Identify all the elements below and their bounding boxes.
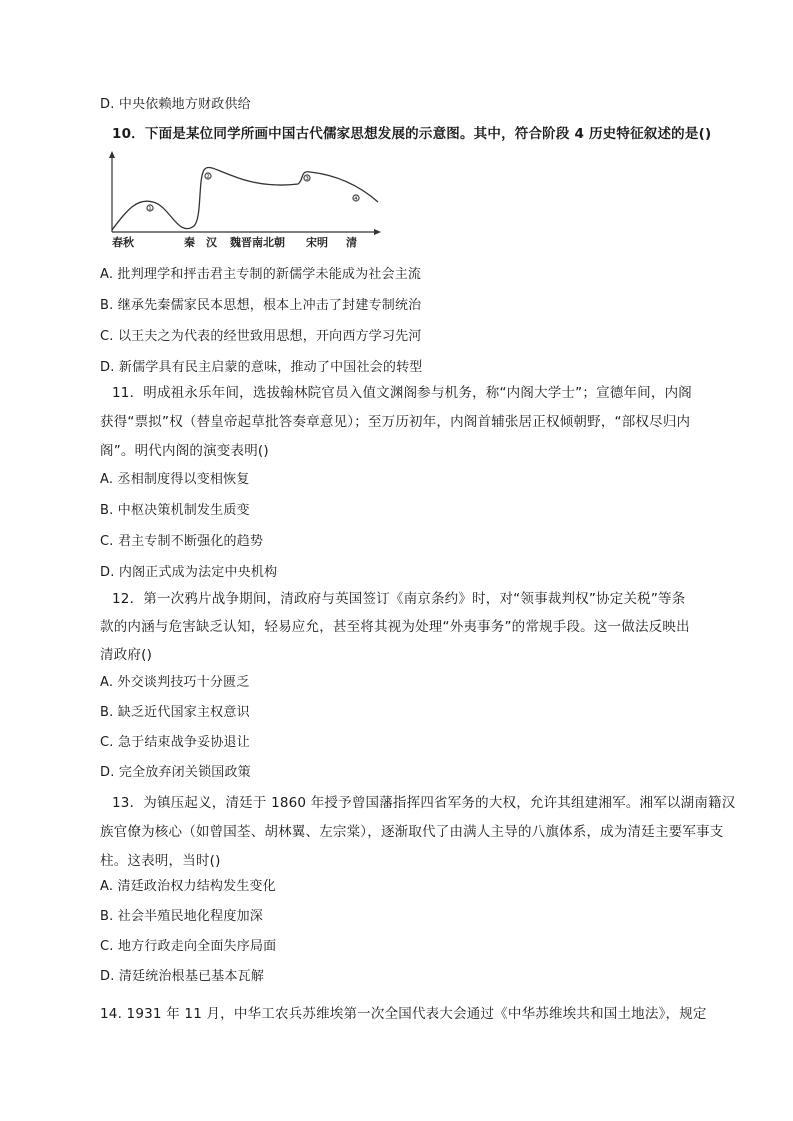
stage-4-label: ④: [352, 194, 360, 203]
q9-option-d: D. 中央依赖地方财政供给: [100, 97, 251, 112]
x-axis-arrow: [374, 229, 381, 235]
q13-option-b: B. 社会半殖民地化程度加深: [100, 909, 263, 924]
q12-stem-line-3: 清政府(): [100, 647, 153, 663]
q10-option-c: C. 以王夫之为代表的经世致用思想，开向西方学习先河: [100, 329, 422, 344]
q12-option-d: D. 完全放弃闭关锁国政策: [100, 765, 251, 780]
q11-stem-line-1: 11．明成祖永乐年间，选拔翰林院官员入值文渊阁参与机务，称“内阁大学士”；宣德年间，内阁: [112, 385, 692, 401]
q12-option-c: C. 急于结束战争妥协退让: [100, 735, 250, 750]
q12-option-b: B. 缺乏近代国家主权意识: [100, 705, 250, 720]
q10-option-d: D. 新儒学具有民主启蒙的意味，推动了中国社会的转型: [100, 360, 423, 375]
q10-option-b: B. 继承先秦儒家民本思想，根本上冲击了封建专制统治: [100, 298, 422, 313]
q12-stem-line-1: 12．第一次鸦片战争期间，清政府与英国签订《南京条约》时，对“领事裁判权”协定关税”等条: [112, 591, 686, 607]
q13-option-c: C. 地方行政走向全面失序局面: [100, 939, 277, 954]
stage-2-label: ②: [204, 172, 212, 181]
q11-option-a: A. 丞相制度得以变相恢复: [100, 472, 250, 487]
q10-option-a: A. 批判理学和抨击君主专制的新儒学未能成为社会主流: [100, 267, 422, 282]
q12-stem-line-2: 款的内涵与危害缺乏认知，轻易应允，甚至将其视为处理“外夷事务”的常规手段。这一做法反映出: [100, 619, 690, 635]
q13-stem-line-3: 柱。这表明，当时(): [100, 853, 221, 869]
q12-option-a: A. 外交谈判技巧十分匮乏: [100, 675, 250, 690]
q13-stem-line-2: 族官僚为核心（如曾国荃、胡林翼、左宗棠），逐渐取代了由满人主导的八旗体系，成为清廷主要军事支: [100, 824, 724, 840]
q11-stem-line-2: 获得“票拟”权（替皇帝起草批答奏章意见）；至万历初年，内阁首辅张居正权倾朝野，“部权尽归内: [100, 414, 691, 430]
q13-option-a: A. 清廷政治权力结构发生变化: [100, 879, 276, 894]
q14-stem-line-1: 14. 1931 年 11 月，中华工农兵苏维埃第一次全国代表大会通过《中华苏维埃共和国土地法》，规定: [100, 1006, 707, 1022]
y-axis-arrow: [109, 151, 115, 158]
axis-label-qing: 清: [346, 236, 357, 249]
stage-1-label: ①: [146, 204, 154, 213]
q11-option-d: D. 内阁正式成为法定中央机构: [100, 565, 278, 580]
axis-label-songming: 宋明: [306, 236, 328, 249]
q13-option-d: D. 清廷统治根基已基本瓦解: [100, 969, 265, 984]
q10-stem: 10．下面是某位同学所画中国古代儒家思想发展的示意图。其中，符合阶段 4 历史特征叙述的是(): [112, 126, 712, 142]
q13-stem-line-1: 13．为镇压起义，清廷于 1860 年授予曾国藩指挥四省军务的大权，允许其组建湘军。湘军以湖南籍汉: [112, 795, 736, 811]
stage-3-label: ③: [303, 174, 311, 183]
confucian-development-diagram: [98, 150, 382, 252]
axis-label-han: 汉: [206, 236, 217, 249]
q11-option-c: C. 君主专制不断强化的趋势: [100, 534, 264, 549]
axis-label-chunqiu: 春秋: [112, 236, 134, 249]
development-curve: [112, 168, 378, 230]
axis-label-qin: 秦: [184, 236, 195, 249]
axis-label-weijin: 魏晋南北朝: [230, 236, 285, 249]
q11-stem-line-3: 阁”。明代内阁的演变表明(): [100, 443, 269, 459]
q11-option-b: B. 中枢决策机制发生质变: [100, 503, 250, 518]
diagram-svg: [98, 150, 382, 252]
